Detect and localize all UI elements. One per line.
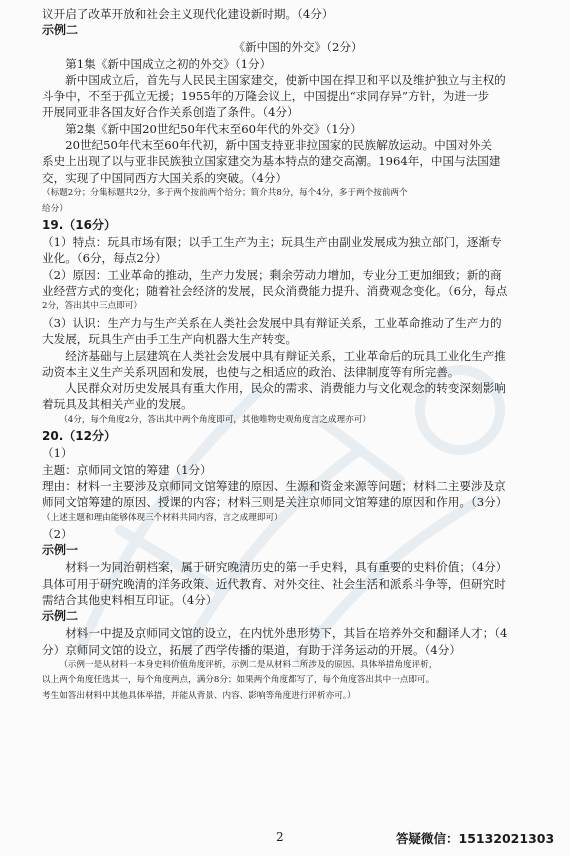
text-line: 主题：京师同文馆的筹建（1分） [42,462,212,477]
text-line: 动资本主义生产关系巩固和发展，也使与之相适应的政治、法律制度等有所完善。 [42,364,460,379]
contact-wechat: 答疑微信：15132021303 [396,831,555,846]
text-line: 议开启了改革开放和社会主义现代化建设新时期。（4分） [42,7,334,21]
text-line: 20.（12分） [42,429,116,444]
text-line: 20世纪50年代末至60年代初，新中国支持亚非拉国家的民族解放运动。中国对外关 [65,138,493,153]
text-line: 具体可用于研究晚清的洋务政策、近代教育、对外交往、社会生活和派系斗争等，但研究时 [42,576,506,591]
text-line: （3）认识：生产力与生产关系在人类社会发展中具有辩证关系，工业革命推动了生产力的 [42,315,502,330]
text-line: 第2集《新中国20世纪50年代末至60年代的外交》（1分） [65,121,362,136]
text-line: 19.（16分） [42,218,116,233]
text-line: （2）原因：工业革命的推动，生产力发展；剩余劳动力增加，专业分工更加细致；新的商 [42,267,502,282]
answer-text-block [42,6,554,705]
text-line: 第1集《新中国成立之初的外交》（1分） [65,56,272,71]
text-line: 系史上出现了以与亚非民族独立国家建交为基本特点的建交高潮。1964年，中国与法国建 [42,154,501,169]
page-number: 2 [276,830,284,844]
text-line: （1）特点：玩具市场有限；以手工生产为主；玩具生产由副业发展成为独立部门，逐渐专 [42,235,502,250]
text-line: 开展同亚非各国友好合作关系创造了条件。（4分） [42,105,299,120]
text-line: 示例一 [42,543,79,558]
text-line: 人民群众对历史发展具有重大作用，民众的需求、消费能力与文化观念的转变深刻影响 [65,381,506,396]
text-line: 示例二 [42,23,79,38]
text-line: 大发展，玩具生产由手工生产向机器大生产转变。 [42,332,298,347]
text-line: 理由：材料一主要涉及京师同文馆筹建的原因、生源和资金来源等问题；材料二主要涉及京 [42,478,506,493]
text-line: 着玩具及其相关产业的发展。 [42,397,193,412]
text-line: 需结合其他史料相互印证。（4分） [42,592,218,607]
text-line: （上述主题和理由能够体现三个材料共同内容，言之成理即可） [42,512,283,523]
text-line: 业经营方式的变化；随着社会经济的发展，民众消费能力提升、消费观念变化。（6分，每点 [42,284,508,299]
text-line: 分）京师同文馆的设立，拓展了西学传播的渠道，有助于洋务运动的开展。（4分） [42,642,461,657]
text-line: 交，实现了中国同西方大国关系的突破。（4分） [42,170,288,185]
text-line: 给分） [42,203,68,214]
text-line: 师同文馆筹建的原因、授课的内容；材料三则是关注京师同文馆筹建的原因和作用。（3分） [42,495,508,510]
text-line: 材料一为同治朝档案，属于研究晚清历史的第一手史料，具有重要的史料价值；（4分） [65,560,508,575]
text-line: 经济基础与上层建筑在人类社会发展中具有辩证关系，工业革命后的玩具工业化生产推 [65,348,506,363]
text-line: 斗争中，不至于孤立无援；1955年的万隆会议上，中国提出“求同存异”方针，为进一步 [42,89,490,104]
text-line: 新中国成立后，首先与人民民主国家建交，使新中国在捍卫和平以及维护独立与主权的 [65,72,506,87]
text-line: 2分，答出其中三点即可） [42,301,142,312]
text-line: （示例一是从材料一本身史料价值角度评析，示例二是从材料二所涉及的原因、具体举措角度评析， [59,659,438,670]
text-line: 材料一中提及京师同文馆的设立，在内忧外患形势下，其旨在培养外交和翻译人才；（4 [65,626,508,641]
text-line: （标题2分；分集标题共2分，多于两个按前两个给分；简介共8分，每个4分，多于两个按前两个 [42,187,408,198]
text-line: （4分，每个角度2分，答出其中两个角度即可，其他唯物史观角度言之成理亦可） [59,414,371,425]
text-line: 以上两个角度任选其一，每个角度两点，满分8分；如果两个角度都写了，每个角度答出其中一点即可。 [42,675,435,686]
text-line: 《新中国的外交》（2分） [233,40,363,55]
text-line: 示例二 [42,609,79,624]
text-line: （2） [42,527,73,542]
text-line: （1） [42,446,73,461]
text-line: 考生如答出材料中其他具体举措，并能从背景、内容、影响等角度进行评析亦可。） [42,691,356,702]
text-line: 业化。（6分，每点2分） [42,251,167,266]
